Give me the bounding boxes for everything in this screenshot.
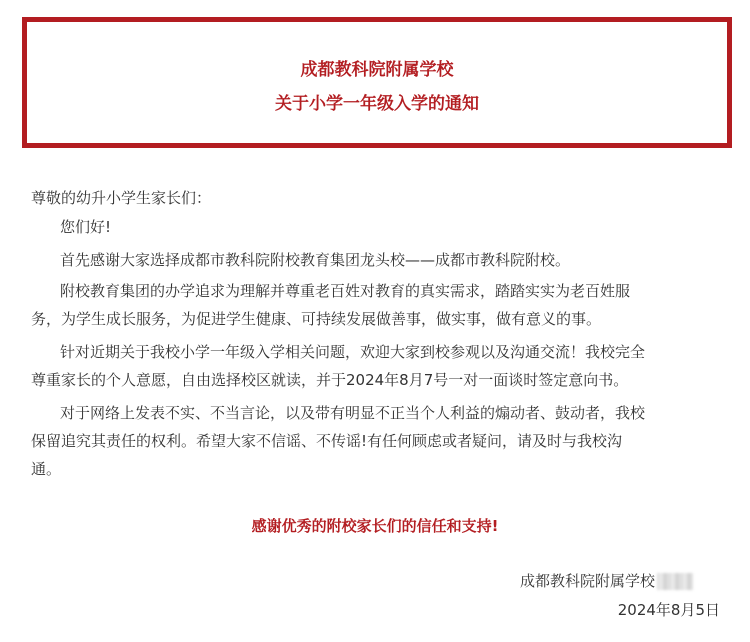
paragraph-2-line-2: 务，为学生成长服务，为促进学生健康、可持续发展做善事，做实事，做有意义的事。	[31, 310, 602, 328]
paragraph-2-line-1: 附校教育集团的办学追求为理解并尊重老百姓对教育的真实需求，踏踏实实为老百姓服	[60, 282, 631, 300]
paragraph-3-line-2: 尊重家长的个人意愿，自由选择校区就读，并于2024年8月7号一对一面谈时签定意向书。	[31, 371, 629, 389]
paragraph-4-line-2: 保留追究其责任的权利。希望大家不信谣、不传谣!有任何顾虑或者疑问，请及时与我校沟	[31, 432, 623, 450]
salutation: 尊敬的幼升小学生家长们：	[31, 189, 212, 207]
signature-date: 2024年8月5日	[617, 601, 720, 619]
paragraph-4-line-3: 通。	[31, 460, 62, 478]
greeting: 您们好!	[60, 218, 112, 236]
paragraph-3-line-1: 针对近期关于我校小学一年级入学相关问题，欢迎大家到校参观以及沟通交流！我校完全	[60, 343, 646, 361]
notice-title: 关于小学一年级入学的通知	[275, 94, 479, 114]
closing-thanks: 感谢优秀的附校家长们的信任和支持!	[251, 517, 499, 535]
signature-school-name: 成都教科院附属学校	[519, 572, 655, 590]
paragraph-1-line-1: 首先感谢大家选择成都市教科院附校教育集团龙头校——成都市教科院附校。	[60, 251, 571, 269]
school-name-title: 成都教科院附属学校	[300, 60, 454, 80]
redacted-name-blur	[657, 573, 693, 590]
paragraph-4-line-1: 对于网络上发表不实、不当言论，以及带有明显不正当个人利益的煽动者、鼓动者，我校	[60, 404, 646, 422]
notice-header-frame	[22, 17, 732, 148]
